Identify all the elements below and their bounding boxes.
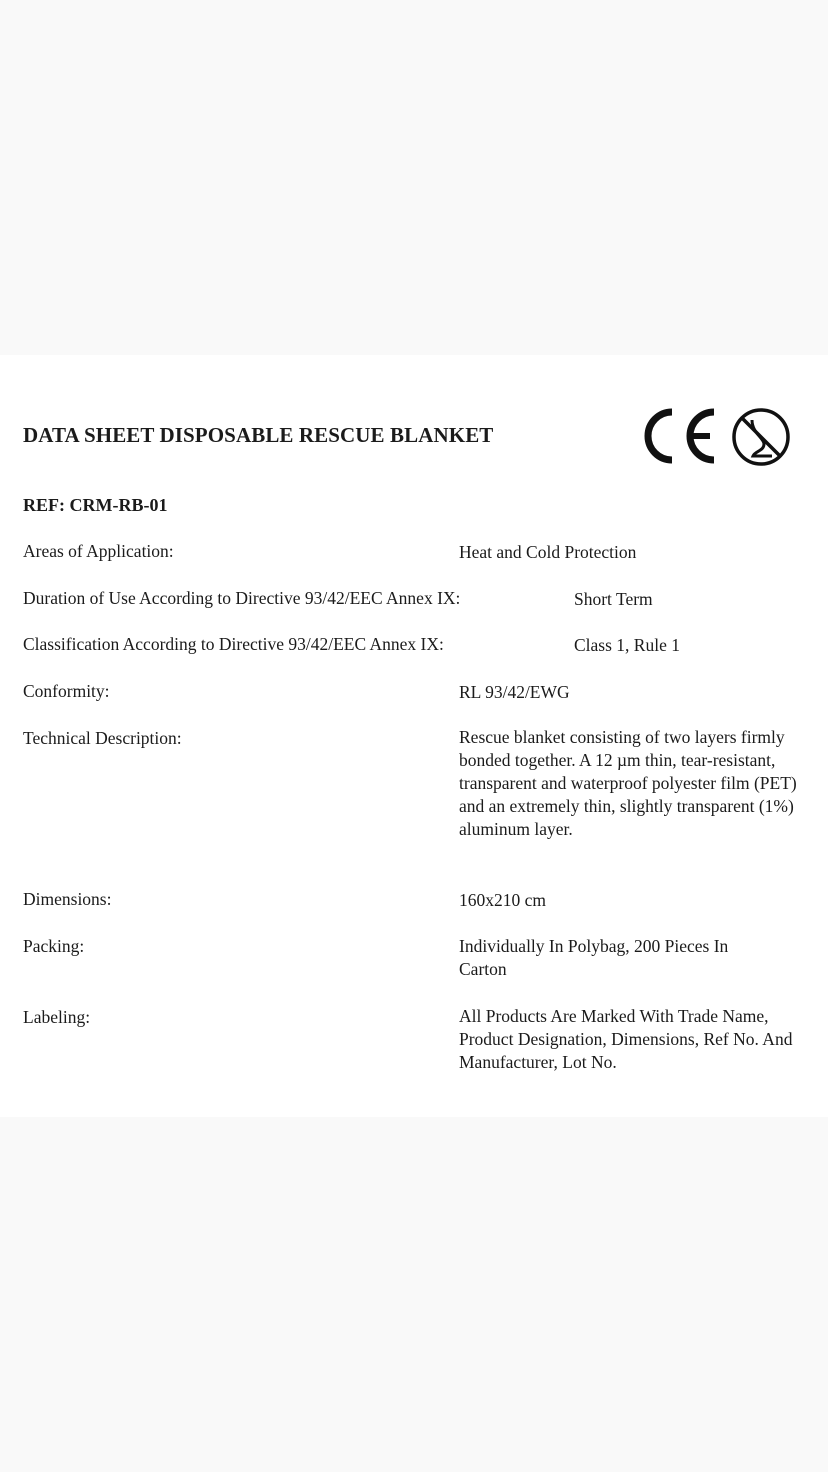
- label-packing: Packing:: [23, 936, 85, 956]
- value-labeling: All Products Are Marked With Trade Name, Product Designation, Dimensions, Ref No. And Manufacturer, Lot No.: [459, 1006, 793, 1072]
- value-technical-description: Rescue blanket consisting of two layers firmly bonded together. A 12 µm thin, tear-resistant, transparent and waterproof polyester film (PET) and an extremely thin, slightly transparent (1%) aluminum layer.: [459, 727, 797, 839]
- value-dimensions: 160x210 cm: [459, 890, 547, 910]
- label-technical-description: Technical Description:: [23, 728, 182, 748]
- label-classification: Classification According to Directive 93/42/EEC Annex IX:: [23, 634, 444, 654]
- label-conformity: Conformity:: [23, 681, 110, 701]
- value-packing: Individually In Polybag, 200 Pieces In Carton: [459, 936, 729, 979]
- label-dimensions: Dimensions:: [23, 889, 112, 909]
- document-title: DATA SHEET DISPOSABLE RESCUE BLANKET: [23, 423, 494, 447]
- do-not-reuse-icon: [734, 410, 788, 464]
- label-labeling: Labeling:: [23, 1007, 91, 1027]
- blank-bottom-area: [0, 1117, 828, 1472]
- value-conformity: RL 93/42/EWG: [459, 682, 570, 702]
- certification-marks: [636, 404, 792, 470]
- reference-number: REF: CRM-RB-01: [23, 495, 168, 515]
- value-areas-of-application: Heat and Cold Protection: [459, 542, 637, 562]
- ce-mark-icon: [648, 412, 714, 460]
- label-areas-of-application: Areas of Application:: [23, 541, 174, 561]
- blank-top-area: [0, 0, 828, 355]
- value-duration-of-use: Short Term: [574, 589, 653, 609]
- value-classification: Class 1, Rule 1: [574, 635, 680, 655]
- label-duration-of-use: Duration of Use According to Directive 93/42/EEC Annex IX:: [23, 588, 461, 608]
